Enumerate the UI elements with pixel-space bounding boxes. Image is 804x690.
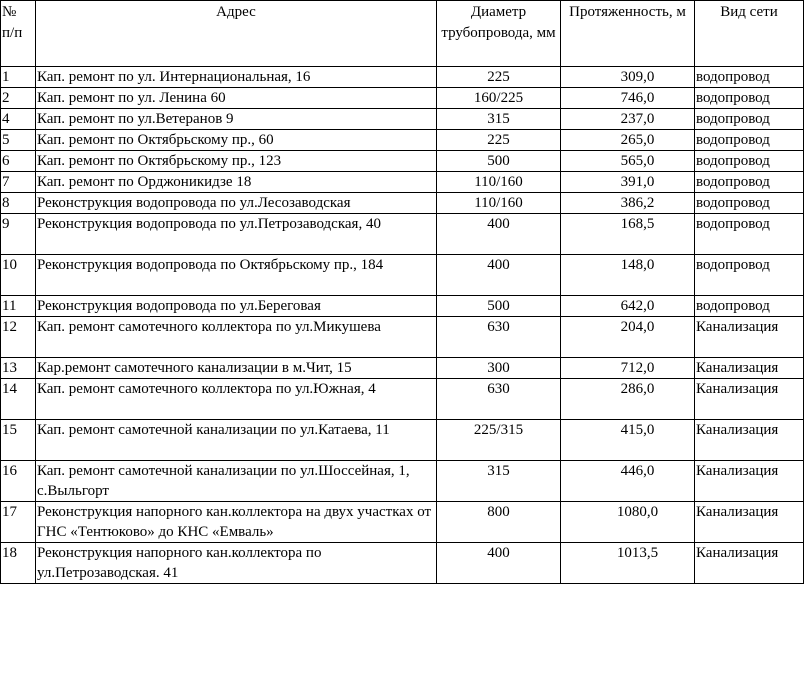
row-address: Кап. ремонт по Орджоникидзе 18 [36,172,437,193]
row-length [561,109,695,130]
row-network-type: водопровод [695,151,804,172]
row-diameter: 400 [437,255,561,296]
row-length-value: 265,0 [620,132,655,148]
row-length [561,317,695,358]
table-row [1,109,804,130]
table-body [1,67,804,584]
row-address: Кар.ремонт самотечного канализации в м.Чит, 15 [36,358,437,379]
row-length-value: 565,0 [620,153,655,169]
row-diameter: 160/225 [437,88,561,109]
row-number: 13 [1,358,36,379]
row-address: Кап. ремонт самотечной канализации по ул.Катаева, 11 [36,420,437,461]
row-number: 6 [1,151,36,172]
row-length-value: 391,0 [620,174,655,190]
row-length [561,130,695,151]
row-diameter: 315 [437,109,561,130]
header-address: Адрес [36,1,437,67]
row-number: 16 [1,461,36,502]
row-diameter: 315 [437,461,561,502]
row-diameter: 225 [437,67,561,88]
table-row [1,358,804,379]
row-diameter: 110/160 [437,193,561,214]
row-diameter: 400 [437,214,561,255]
row-address: Кап. ремонт по Октябрьскому пр., 123 [36,151,437,172]
row-diameter: 300 [437,358,561,379]
row-length-value: 415,0 [620,422,655,438]
table-row [1,88,804,109]
row-network-type: водопровод [695,193,804,214]
header-network-type: Вид сети [695,1,804,67]
row-address: Реконструкция напорного кан.коллектора по ул.Петрозаводская. 41 [36,543,437,584]
row-length-value: 168,5 [620,216,655,232]
row-length [561,88,695,109]
row-network-type: водопровод [695,130,804,151]
row-diameter: 500 [437,296,561,317]
row-length [561,461,695,502]
header-number: № п/п [1,1,36,67]
row-diameter: 400 [437,543,561,584]
row-number: 4 [1,109,36,130]
row-number: 10 [1,255,36,296]
row-diameter: 630 [437,317,561,358]
row-length [561,502,695,543]
row-diameter: 225/315 [437,420,561,461]
row-length [561,543,695,584]
row-length-value: 446,0 [620,463,655,479]
table-row [1,461,804,502]
row-address: Кап. ремонт по ул. Интернациональная, 16 [36,67,437,88]
row-length-value: 712,0 [620,360,655,376]
row-address: Кап. ремонт самотечной канализации по ул.Шоссейная, 1, с.Выльгорт [36,461,437,502]
row-diameter: 110/160 [437,172,561,193]
table-row [1,172,804,193]
row-number: 11 [1,296,36,317]
row-length-value: 746,0 [620,90,655,106]
row-address: Кап. ремонт по ул. Ленина 60 [36,88,437,109]
row-network-type: водопровод [695,296,804,317]
row-network-type: водопровод [695,88,804,109]
row-number: 1 [1,67,36,88]
table-row [1,214,804,255]
row-length-value: 386,2 [620,195,655,211]
table-row [1,67,804,88]
table-row [1,420,804,461]
row-number: 7 [1,172,36,193]
row-number: 5 [1,130,36,151]
row-network-type: Канализация [695,502,804,543]
row-length-value: 1013,5 [616,545,659,561]
row-length-value: 204,0 [620,319,655,335]
row-diameter: 630 [437,379,561,420]
row-length [561,358,695,379]
row-length [561,67,695,88]
row-number: 14 [1,379,36,420]
row-network-type: водопровод [695,67,804,88]
row-network-type: водопровод [695,214,804,255]
row-number: 8 [1,193,36,214]
row-length [561,296,695,317]
row-network-type: Канализация [695,543,804,584]
row-length-value: 1080,0 [616,504,659,520]
row-network-type: Канализация [695,461,804,502]
row-address: Реконструкция водопровода по ул.Береговая [36,296,437,317]
row-length-value: 148,0 [620,257,655,273]
row-address: Кап. ремонт по ул.Ветеранов 9 [36,109,437,130]
row-address: Кап. ремонт самотечного коллектора по ул.Южная, 4 [36,379,437,420]
row-number: 18 [1,543,36,584]
header-row [1,1,804,67]
row-network-type: водопровод [695,172,804,193]
row-length [561,193,695,214]
header-diameter: Диаметр трубопровода, мм [437,1,561,67]
row-network-type: Канализация [695,379,804,420]
table-row [1,543,804,584]
row-number: 2 [1,88,36,109]
row-length-value: 237,0 [620,111,655,127]
row-number: 12 [1,317,36,358]
row-address: Кап. ремонт по Октябрьскому пр., 60 [36,130,437,151]
row-length [561,255,695,296]
table-row [1,317,804,358]
row-length [561,379,695,420]
row-address: Кап. ремонт самотечного коллектора по ул.Микушева [36,317,437,358]
row-length [561,172,695,193]
table-row [1,130,804,151]
row-network-type: Канализация [695,317,804,358]
table-row [1,502,804,543]
row-diameter: 500 [437,151,561,172]
row-length-value: 286,0 [620,381,655,397]
row-address: Реконструкция водопровода по ул.Петрозаводская, 40 [36,214,437,255]
row-address: Реконструкция водопровода по ул.Лесозаводская [36,193,437,214]
table-row [1,193,804,214]
row-number: 15 [1,420,36,461]
row-number: 17 [1,502,36,543]
row-diameter: 800 [437,502,561,543]
row-length-value: 642,0 [620,298,655,314]
table-row [1,255,804,296]
row-network-type: Канализация [695,358,804,379]
row-address: Реконструкция напорного кан.коллектора на двух участках от ГНС «Тентюково» до КНС «Емваль» [36,502,437,543]
row-length-value: 309,0 [620,69,655,85]
row-length [561,151,695,172]
row-network-type: водопровод [695,255,804,296]
row-network-type: водопровод [695,109,804,130]
row-address: Реконструкция водопровода по Октябрьскому пр., 184 [36,255,437,296]
header-length: Протяженность, м [561,1,695,67]
row-network-type: Канализация [695,420,804,461]
table-row [1,296,804,317]
row-number: 9 [1,214,36,255]
row-length [561,214,695,255]
table-row [1,151,804,172]
row-length [561,420,695,461]
row-diameter: 225 [437,130,561,151]
table-row [1,379,804,420]
